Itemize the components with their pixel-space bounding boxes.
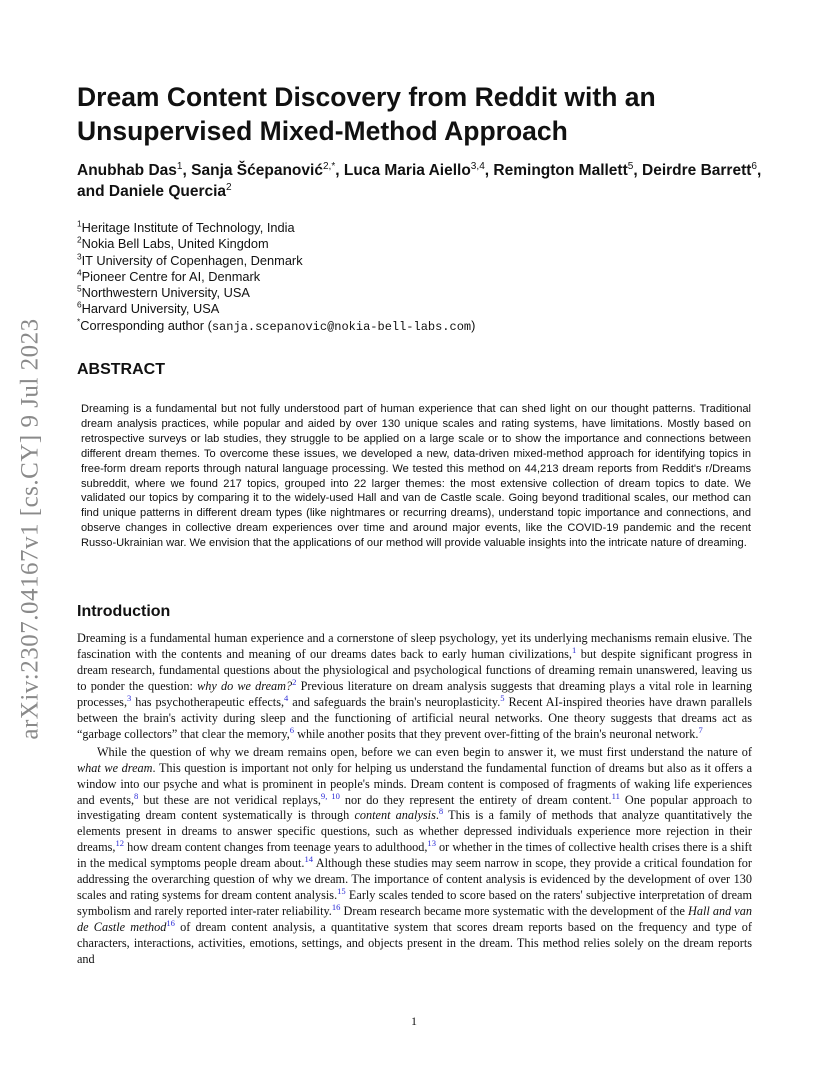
- body-text: Dreaming is a fundamental human experience and a cornerstone of sleep psychology, yet its underlying mechanisms remain elusive. The fascination with the contents and meaning of our dreams dates back to early human civilizations,: [77, 631, 752, 661]
- author-list: Anubhab Das$^1$, Sanja Šćepanović$^{2,*}$, Luca Maria Aiello$^{3,4}$, Remington Mallett$^5$, Deirdre Barrett$^6$, and Daniele Quercia$^2$: [77, 160, 762, 200]
- paper-title: Dream Content Discovery from Reddit with an Unsupervised Mixed-Method Approach: [77, 82, 656, 146]
- affiliation-mark: 5: [77, 283, 82, 294]
- arxiv-identifier-stamp: [14, 303, 48, 755]
- body-text: has psychotherapeutic effects,: [131, 694, 285, 709]
- affiliation-text: Heritage Institute of Technology, India: [81, 220, 295, 235]
- body-text: Dream research became more systematic with the development of the: [340, 904, 688, 919]
- body-text: Recent AI-inspired theories have drawn parallels between the brain's activity during sleep and the functioning of artificial neural networks. One theory suggests that dreams act as “garbage collectors” that clear the memory,: [77, 694, 752, 741]
- affiliation-mark: 2: [77, 235, 82, 246]
- body-text: . This question is important not only for helping us understand the fundamental function of dreams but also as it offers a window into our psyche and what is prominent in people's minds. Dream content is composed of fragments of waking life experiences and events,: [77, 760, 753, 807]
- emphasized-text: why do we dream?: [197, 678, 293, 693]
- author-affiliation-mark: 5: [627, 160, 634, 172]
- citation-link[interactable]: 16: [166, 918, 175, 929]
- affiliation-text: Pioneer Centre for AI, Denmark: [81, 268, 261, 284]
- emphasized-text: what we dream: [77, 760, 153, 775]
- author-name: Deirdre Barrett: [642, 162, 752, 179]
- affiliation-mark: 1: [77, 218, 82, 229]
- body-text: how dream content changes from teenage years to adulthood,: [124, 840, 428, 855]
- citation-link[interactable]: 1: [572, 644, 577, 655]
- introduction-heading: Introduction: [77, 603, 171, 620]
- author-affiliation-mark: 6: [751, 160, 758, 172]
- body-text: While the question of why we dream remains open, before we can even begin to answer it, we must first understand the nature of: [97, 744, 752, 759]
- introduction-body: [77, 631, 752, 968]
- corresponding-label: Corresponding author (: [80, 317, 212, 333]
- body-text: and safeguards the brain's neuroplasticity.: [288, 694, 501, 709]
- affiliation-mark: 6: [77, 300, 82, 311]
- body-text: but these are not veridical replays,: [138, 792, 321, 807]
- body-text: but despite significant progress in dream research, fundamental questions about the physiological and psychological functions of dreaming remain unanswered, leaving us to ponder the question:: [77, 646, 752, 693]
- body-text: while another posits that they prevent over-fitting of the brain's neuronal network.: [294, 726, 699, 741]
- affiliation-mark: 4: [77, 267, 82, 278]
- intro-paragraph-1: [77, 631, 752, 743]
- corresponding-author: [77, 318, 677, 335]
- body-text: One popular approach to investigating dream content systematically is through: [77, 792, 753, 823]
- corresponding-close: ): [471, 317, 476, 333]
- author-affiliation-mark: 2: [226, 181, 232, 193]
- body-text: Previous literature on dream analysis suggests that dreaming plays a vital role in learning processes,: [77, 678, 752, 709]
- emphasized-text: content analysis: [354, 808, 436, 823]
- citation-link[interactable]: 6: [289, 724, 295, 735]
- affiliation-item: [77, 285, 677, 301]
- page-number: 1: [411, 1014, 417, 1028]
- citation-link[interactable]: 5: [500, 692, 505, 703]
- citation-link[interactable]: 14: [304, 854, 314, 865]
- corresponding-mark: *: [77, 316, 81, 327]
- author-name: Remington Mallett: [493, 162, 628, 179]
- citation-link[interactable]: 8: [134, 790, 139, 801]
- citation-link[interactable]: 15: [337, 886, 346, 897]
- emphasized-text: Hall and van de Castle method: [77, 904, 752, 935]
- abstract-heading: ABSTRACT: [77, 361, 165, 378]
- affiliation-item: [77, 220, 677, 236]
- citation-link[interactable]: 16: [331, 902, 341, 913]
- body-text: This is a family of methods that analyze quantitatively the elements present in dreams to answer specific questions, such as whether depressed individuals experience more rejection in their dreams,: [77, 808, 753, 855]
- citation-link[interactable]: 3: [127, 692, 132, 703]
- author-conjunction: and: [77, 183, 105, 200]
- body-text: .: [435, 808, 439, 823]
- citation-link[interactable]: 11: [611, 790, 620, 801]
- citation-link[interactable]: 8: [438, 806, 444, 817]
- citation-link[interactable]: 9, 10: [320, 790, 340, 801]
- author-affiliation-mark: 3,4: [470, 160, 485, 172]
- affiliation-text: IT University of Copenhagen, Denmark: [81, 252, 303, 268]
- body-text: of dream content analysis, a quantitative system that scores dream reports based on the frequency and type of characters, interactions, activities, emotions, settings, and objects present in the dream. This method relies solely on the dream reports and: [77, 920, 753, 967]
- affiliation-text: Northwestern University, USA: [81, 285, 250, 301]
- affiliation-item: [77, 301, 677, 317]
- affiliation-text: Harvard University, USA: [81, 301, 220, 317]
- author-name: Luca Maria Aiello: [343, 162, 471, 179]
- affiliation-item: [77, 253, 677, 269]
- affiliation-mark: 3: [77, 251, 82, 262]
- affiliation-item: [77, 269, 677, 285]
- affiliation-item: [77, 236, 677, 252]
- author-name: Daniele Quercia: [108, 183, 227, 200]
- citation-link[interactable]: 7: [698, 724, 703, 735]
- body-text: nor do they represent the entirety of dream content.: [339, 792, 612, 807]
- body-text: Early scales tended to score based on the raters' subjective interpretation of dream symbolism and rarely reported inter-rater reliability.: [77, 888, 752, 919]
- arxiv-identifier-text: arXiv:2307.04167v1 [cs.CY] 9 Jul 2023: [17, 318, 44, 740]
- citation-link[interactable]: 13: [427, 838, 436, 849]
- citation-link[interactable]: 4: [284, 692, 289, 703]
- citation-link[interactable]: 12: [115, 838, 124, 849]
- author-affiliation-mark: 2,*: [322, 160, 336, 172]
- abstract-text: Dreaming is a fundamental but not fully understood part of human experience that can shed light on our thought patterns. Traditional dream analysis practices, while popular and aided by over 130 unique scales and rating systems, have limitations. Mostly based on retrospective surveys or lab studies, they struggle to be applied on a large scale or to show the importance and connections between different dream themes. To overcome these issues, we developed a new, data-driven mixed-method approach for identifying topics in free-form dream reports through natural language processing. We tested this method on 44,213 dream reports from Reddit's r/Dreams subreddit, where we found 217 topics, grouped into 22 larger themes: the most extensive collection of dream topics to date. We validated our topics by comparing it to the widely-used Hall and van de Castle scale. Going beyond traditional scales, our method can find unique patterns in different dream types (like nightmares or recurring dreams), understand topic importance and connections, and observe changes in collective dream experiences over time and around major events, like the COVID-19 pandemic and the recent Russo-Ukrainian war. We envision that the applications of our method will provide valuable insights into the intricate nature of dreaming.: [81, 403, 751, 550]
- affiliation-text: Nokia Bell Labs, United Kingdom: [81, 236, 269, 252]
- affiliation-list: [77, 220, 677, 335]
- body-text: Although these studies may seem narrow in scope, they provide a critical foundation for addressing the overarching question of why we dream. The importance of content analysis is evidenced by the development of over 130 scales and rating systems for dream content analysis.: [77, 856, 752, 903]
- author-name: Sanja Šćepanović: [191, 162, 323, 179]
- citation-link[interactable]: 2: [292, 676, 297, 687]
- intro-paragraph-2: [77, 745, 752, 968]
- corresponding-email[interactable]: sanja.scepanovic@nokia-bell-labs.com: [211, 319, 472, 334]
- body-text: or whether in the times of collective health crises there is a shift in the medical symptoms people dream about.: [77, 840, 752, 871]
- author-affiliation-mark: 1: [176, 160, 183, 172]
- author-name: Anubhab Das: [77, 162, 177, 179]
